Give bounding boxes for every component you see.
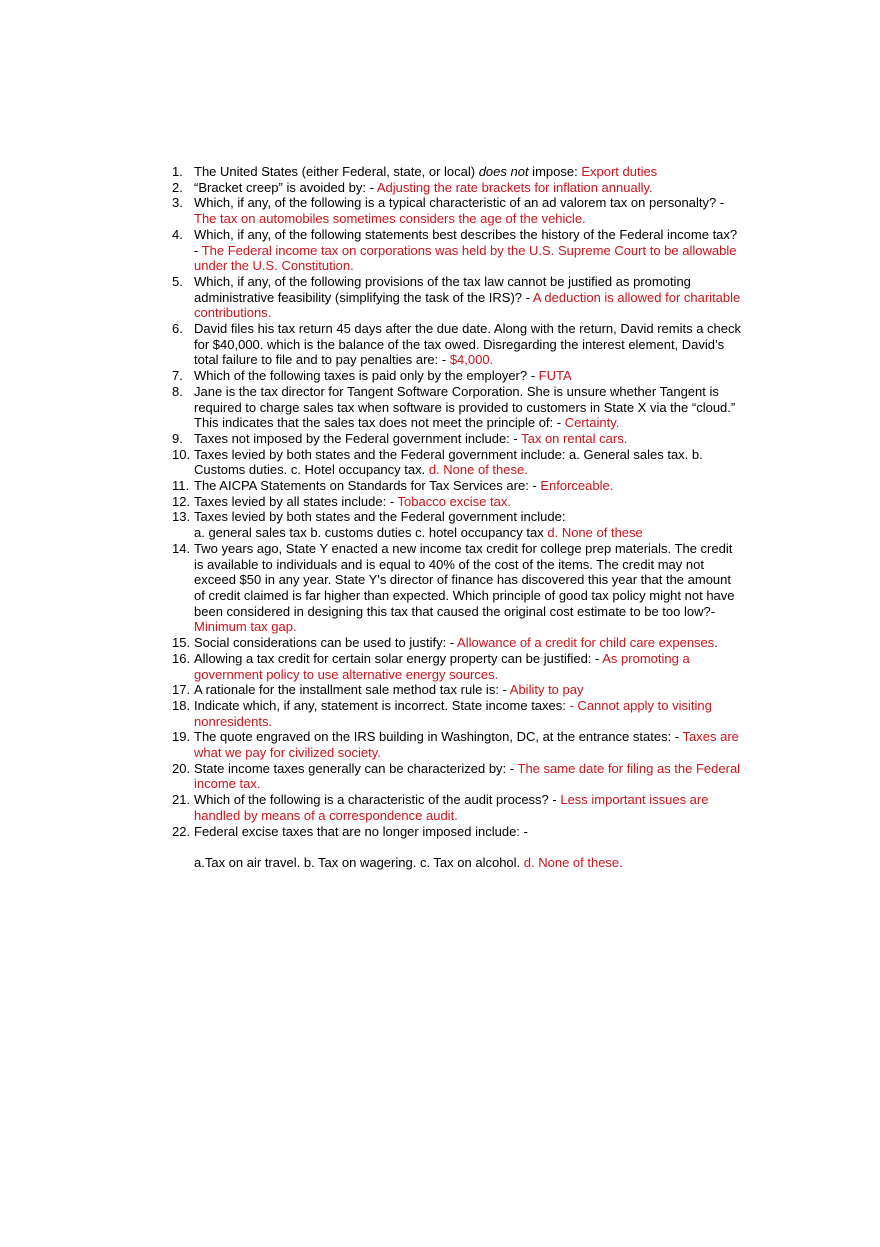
- item-body: [194, 180, 653, 195]
- list-item: [172, 164, 742, 180]
- list-item: [172, 274, 742, 321]
- answer-text: The Federal income tax on corporations was held by the U.S. Supreme Court to be allowable under the U.S. Constitution.: [194, 242, 737, 274]
- answer-text: Tobacco excise tax.: [397, 493, 511, 509]
- question-text: Two years ago, State Y enacted a new income tax credit for college prep materials. The credit is available to individuals and is equal to 40% of the cost of the items. The credit may not exceed $50 in any year. State Y's director of finance has discovered this year that the amount of credit claimed is far higher than expected. Which principle of good tax policy might not have been considered in designing this tax that caused the original cost estimate to be too low?-: [194, 540, 735, 619]
- question-text: Which, if any, of the following is a typical characteristic of an ad valorem tax on personalty? -: [194, 195, 725, 211]
- question-text: The United States (either Federal, state, or local): [194, 164, 479, 179]
- list-item: [172, 321, 742, 368]
- item-number: 15.: [172, 635, 191, 651]
- question-text: Jane is the tax director for Tangent Software Corporation. She is unsure whether Tangent is required to charge sales tax when software is provided to customers in State X via the “cloud.” This indicates that the sales tax does not meet the principle of: -: [194, 383, 736, 431]
- item-body: [194, 698, 712, 729]
- item-number: 17.: [172, 682, 191, 698]
- item-number: 10.: [172, 446, 191, 462]
- list-item: [172, 431, 742, 447]
- question-text: a.Tax on air travel. b. Tax on wagering. c. Tax on alcohol.: [194, 854, 524, 870]
- list-item: [172, 635, 742, 651]
- item-body: [194, 541, 735, 635]
- item-number: 21.: [172, 792, 191, 808]
- item-number: 20.: [172, 760, 191, 776]
- question-text: Taxes levied by both states and the Federal government include:: [194, 509, 566, 525]
- question-text: “Bracket creep” is avoided by: -: [194, 179, 377, 195]
- item-body: [194, 447, 703, 478]
- answer-text: Export duties: [581, 164, 658, 179]
- question-text: Indicate which, if any, statement is incorrect. State income taxes:: [194, 697, 570, 713]
- item-number: 2.: [172, 179, 183, 195]
- answer-text: Adjusting the rate brackets for inflation annually.: [376, 179, 653, 195]
- question-text: impose:: [528, 164, 582, 179]
- item-number: 12.: [172, 493, 191, 509]
- emphasis-text: does not: [478, 164, 529, 179]
- question-text: Taxes levied by both states and the Federal government include: a. General sales tax. b. Customs duties. c. Hotel occupancy tax.: [194, 446, 703, 478]
- question-text: A rationale for the installment sale method tax rule is: -: [194, 682, 510, 698]
- item-number: 5.: [172, 273, 183, 289]
- answer-text: As promoting a government policy to use alternative energy sources.: [194, 650, 690, 682]
- item-number: 11.: [172, 478, 190, 494]
- item-number: 9.: [172, 430, 183, 446]
- answer-list: [172, 164, 742, 871]
- item-body: [194, 274, 740, 320]
- item-number: 8.: [172, 383, 183, 399]
- answer-text: FUTA: [538, 368, 572, 384]
- answer-text: Tax on rental cars.: [521, 430, 628, 446]
- question-text: Which, if any, of the following provisions of the tax law cannot be justified as promoting administrative feasibility (simplifying the task of the IRS)? -: [194, 273, 691, 305]
- item-number: 13.: [172, 509, 191, 525]
- question-text: The quote engraved on the IRS building in Washington, DC, at the entrance states: -: [194, 729, 683, 745]
- item-body: [194, 494, 511, 509]
- list-item: [172, 447, 742, 478]
- answer-text: Taxes are what we pay for civilized society.: [194, 729, 739, 761]
- item-number: 4.: [172, 226, 183, 242]
- list-item: [172, 384, 742, 431]
- item-body: [194, 824, 528, 839]
- item-body: [194, 509, 643, 540]
- question-text: Taxes levied by all states include: -: [194, 493, 398, 509]
- list-item: [172, 729, 742, 760]
- answer-text: A deduction is allowed for charitable contributions.: [194, 289, 741, 321]
- question-text: .: [714, 635, 718, 651]
- answer-text: The same date for filing as the Federal income tax.: [194, 760, 741, 792]
- question-text: Which of the following is a characteristic of the audit process? -: [194, 792, 561, 808]
- list-item: [172, 195, 742, 226]
- question-text: Which of the following taxes is paid only by the employer? -: [194, 368, 539, 384]
- item-number: 22.: [172, 823, 191, 839]
- list-item: [172, 541, 742, 635]
- list-item: [172, 651, 742, 682]
- item-number: 18.: [172, 697, 191, 713]
- item-body: [194, 321, 741, 367]
- answer-text: Allowance of a credit for child care expenses: [457, 635, 715, 651]
- question-text: Social considerations can be used to justify: -: [194, 635, 458, 651]
- question-text: David files his tax return 45 days after the due date. Along with the return, David remits a check for $40,000. which is the balance of the tax owed. Disregarding the interest element, David’s total failure to file and to pay penalties are: -: [194, 321, 742, 368]
- answer-text: Ability to pay: [509, 682, 584, 698]
- question-text: a. general sales tax b. customs duties c. hotel occupancy tax: [194, 525, 548, 541]
- list-item: [172, 227, 742, 274]
- item-body: [194, 368, 572, 383]
- list-item: [172, 494, 742, 510]
- answer-text: The tax on automobiles sometimes considers the age of the vehicle.: [194, 211, 586, 227]
- item-number: 3.: [172, 195, 183, 211]
- item-body: [194, 792, 708, 823]
- item-body: [194, 761, 740, 792]
- question-text: Allowing a tax credit for certain solar energy property can be justified: -: [194, 650, 603, 666]
- list-item: [172, 824, 742, 840]
- item-number: 7.: [172, 368, 183, 384]
- item-number: 16.: [172, 650, 191, 666]
- list-item: [172, 509, 742, 540]
- item-body: [194, 195, 724, 226]
- item-number: 6.: [172, 321, 183, 337]
- answer-text: d. None of these: [547, 525, 643, 541]
- list-item: [172, 180, 742, 196]
- item-body: [194, 384, 735, 430]
- item-body: [194, 227, 737, 273]
- item-body: [194, 682, 583, 697]
- list-item: [172, 682, 742, 698]
- question-text: State income taxes generally can be characterized by: -: [194, 760, 518, 776]
- item-body: [194, 651, 690, 682]
- answer-text: Minimum tax gap.: [194, 619, 297, 635]
- list-item: [172, 792, 742, 823]
- item-number: 19.: [172, 729, 191, 745]
- list-item: [172, 478, 742, 494]
- item-number: 14.: [172, 540, 191, 556]
- answer-text: Certainty.: [564, 415, 620, 431]
- item-body: [194, 729, 739, 760]
- list-item: [172, 761, 742, 792]
- item-body: [194, 635, 718, 650]
- item-body: [194, 164, 657, 179]
- question-text: Federal excise taxes that are no longer imposed include: -: [194, 823, 528, 839]
- answer-text: Enforceable.: [540, 478, 614, 494]
- answer-text: - Cannot apply to visiting nonresidents.: [194, 697, 712, 729]
- list-item: [172, 368, 742, 384]
- question-text: Taxes not imposed by the Federal government include: -: [194, 430, 522, 446]
- answer-text: d. None of these.: [523, 854, 623, 870]
- list-item: [172, 698, 742, 729]
- question-text: Which, if any, of the following statements best describes the history of the Federal income tax? -: [194, 226, 738, 258]
- answer-text: $4,000.: [449, 352, 494, 368]
- item-body: [194, 431, 627, 446]
- item-22-options: [172, 855, 742, 871]
- item-number: 1.: [172, 164, 183, 179]
- item-body: [194, 478, 613, 493]
- answer-text: d. None of these.: [428, 462, 528, 478]
- answer-text: Less important issues are handled by means of a correspondence audit.: [194, 792, 709, 823]
- question-text: The AICPA Statements on Standards for Tax Services are: -: [194, 478, 541, 494]
